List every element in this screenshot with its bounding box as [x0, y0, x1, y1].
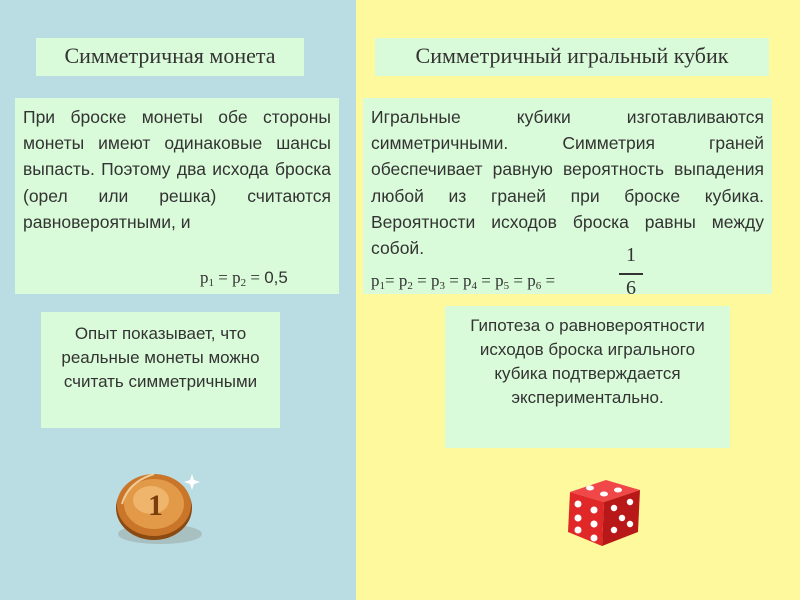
fraction-denominator: 6	[626, 277, 636, 299]
coin-note: Опыт показывает, что реальные монеты можно считать симметричными	[41, 312, 280, 428]
coin-icon	[108, 462, 208, 548]
dice-note: Гипотеза о равновероятности исходов броска игрального кубика подтверждается экспериментально.	[445, 306, 730, 448]
fraction-bar	[619, 273, 643, 275]
dice-icon	[560, 474, 646, 554]
dice-title: Симметричный игральный кубик	[375, 38, 769, 76]
dice-description	[363, 98, 772, 294]
coin-title: Симметричная монета	[36, 38, 304, 76]
coin-description	[15, 98, 339, 294]
dice-probability-formula: $p_1= p_2 = p_3 = p_4 = p_5 = p_6$ =	[371, 271, 556, 292]
coin-probability-formula: $p_1 = p_2 = 0,5$	[200, 268, 288, 289]
fraction-numerator: 1	[626, 244, 636, 266]
svg-text:1: 1	[148, 489, 163, 522]
dice-description-text: Игральные кубики изготавливаются симметричными. Симметрия граней обеспечивает равную вероятность выпадения любой из граней при броске кубика. Вероятности исходов броска равны между собой.	[371, 107, 764, 259]
coin-description-text: При броске монеты обе стороны монеты имеют одинаковые шансы выпасть. Поэтому два исхода броска (орел или решка) считаются равновероятными, и	[23, 107, 331, 232]
